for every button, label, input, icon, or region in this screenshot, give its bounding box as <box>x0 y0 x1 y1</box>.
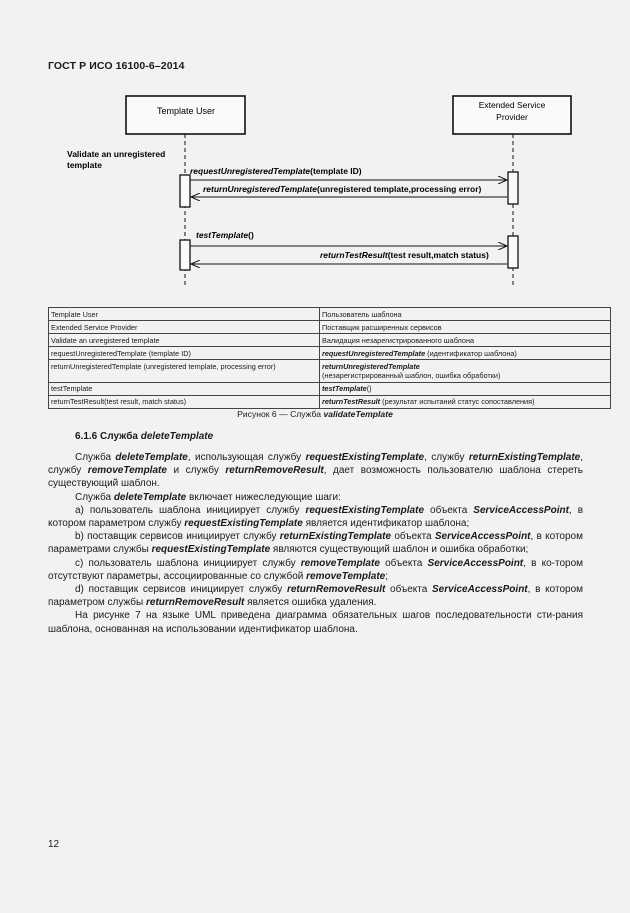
legend-ru: testTemplate() <box>320 382 611 395</box>
note-label-1: Validate an unregistered <box>67 149 166 159</box>
participant-template-user-label: Template User <box>156 106 216 116</box>
section-heading: 6.1.6 Служба deleteTemplate <box>75 431 214 442</box>
table-row <box>49 308 611 321</box>
document-header: ГОСТ Р ИСО 16100-6–2014 <box>48 60 185 72</box>
legend-ru: Валидация незарегистрированного шаблона <box>320 334 611 347</box>
message-return-unregistered-label: returnUnregisteredTemplate(unregistered template,processing error) <box>203 184 482 194</box>
body-text <box>48 451 583 636</box>
message-request-unregistered-label: requestUnregisteredTemplate(template ID) <box>190 166 362 176</box>
list-item-d: d) поставщик сервисов инициирует службу returnRemoveResult объекта ServiceAccessPoint, в котором параметром службы returnRemoveResult является ошибка удаления. <box>48 584 584 609</box>
legend-en: requestUnregisteredTemplate (template ID) <box>49 347 320 360</box>
legend-en: Validate an unregistered template <box>49 334 320 347</box>
list-item-b: b) поставщик сервисов инициирует службу returnExistingTemplate объекта ServiceAccessPoint, в котором параметрами службы requestExistingTemplate являются существующий шаблон и ошибка обработки; <box>48 531 583 556</box>
legend-en: returnUnregisteredTemplate (unregistered template, processing error) <box>49 360 320 382</box>
table-row <box>49 334 611 347</box>
message-return-test-result-label: returnTestResult(test result,match status) <box>320 250 489 260</box>
table-row <box>49 360 611 382</box>
activation-provider-1 <box>508 172 518 204</box>
participant-service-provider-label-2: Provider <box>496 112 528 122</box>
legend-ru: requestUnregisteredTemplate (идентификатор шаблона) <box>320 347 611 360</box>
table-row <box>49 382 611 395</box>
legend-ru: Пользователь шаблона <box>320 308 611 321</box>
table-row <box>49 321 611 334</box>
note-label-2: template <box>67 160 102 170</box>
activation-user-2 <box>180 240 190 270</box>
list-item-a: a) пользователь шаблона инициирует службу requestExistingTemplate объекта ServiceAccessPoint, в котором параметром службу requestExistingTemplate является идентификатор шаблона; <box>48 504 584 530</box>
legend-en: testTemplate <box>49 382 320 395</box>
legend-en: returnTestResult(test result, match status) <box>49 395 320 408</box>
message-test-template-label: testTemplate() <box>196 230 254 240</box>
legend-en: Extended Service Provider <box>49 321 320 334</box>
legend-ru: returnTestResult (результат испытаний статус сопоставления) <box>320 395 611 408</box>
legend-table <box>48 307 611 409</box>
table-row <box>49 347 611 360</box>
legend-en: Template User <box>49 308 320 321</box>
legend-ru: Поставщик расширенных сервисов <box>320 321 611 334</box>
sequence-diagram <box>0 0 630 300</box>
activation-user-1 <box>180 175 190 207</box>
table-row <box>49 395 611 408</box>
paragraph: На рисунке 7 на языке UML приведена диаграмма обязательных шагов последовательности сти-рания шаблона, основанная на использовании идентификатор шаблона. <box>48 610 583 635</box>
activation-provider-2 <box>508 236 518 268</box>
paragraph: Служба deleteTemplate включает нижеследующие шаги: <box>75 491 341 503</box>
list-item-c: c) пользователь шаблона инициирует службу removeTemplate объекта ServiceAccessPoint, в ко-тором отсутствуют параметры, ассоциированные со службой removeTemplate; <box>48 557 584 582</box>
legend-ru: returnUnregisteredTemplate (незарегистрированный шаблон, ошибка обработки) <box>320 360 611 382</box>
figure-caption: Рисунок 6 — Служба validateTemplate <box>237 409 393 419</box>
paragraph: Служба deleteTemplate, использующая службу requestExistingTemplate, службу returnExistingTemplate, службу removeTemplate и службу returnRemoveResult, дает возможность пользователю шаблона стереть существующий шаблон. <box>48 452 584 490</box>
participant-service-provider-label-1: Extended Service <box>478 100 546 110</box>
page-number: 12 <box>48 839 60 850</box>
